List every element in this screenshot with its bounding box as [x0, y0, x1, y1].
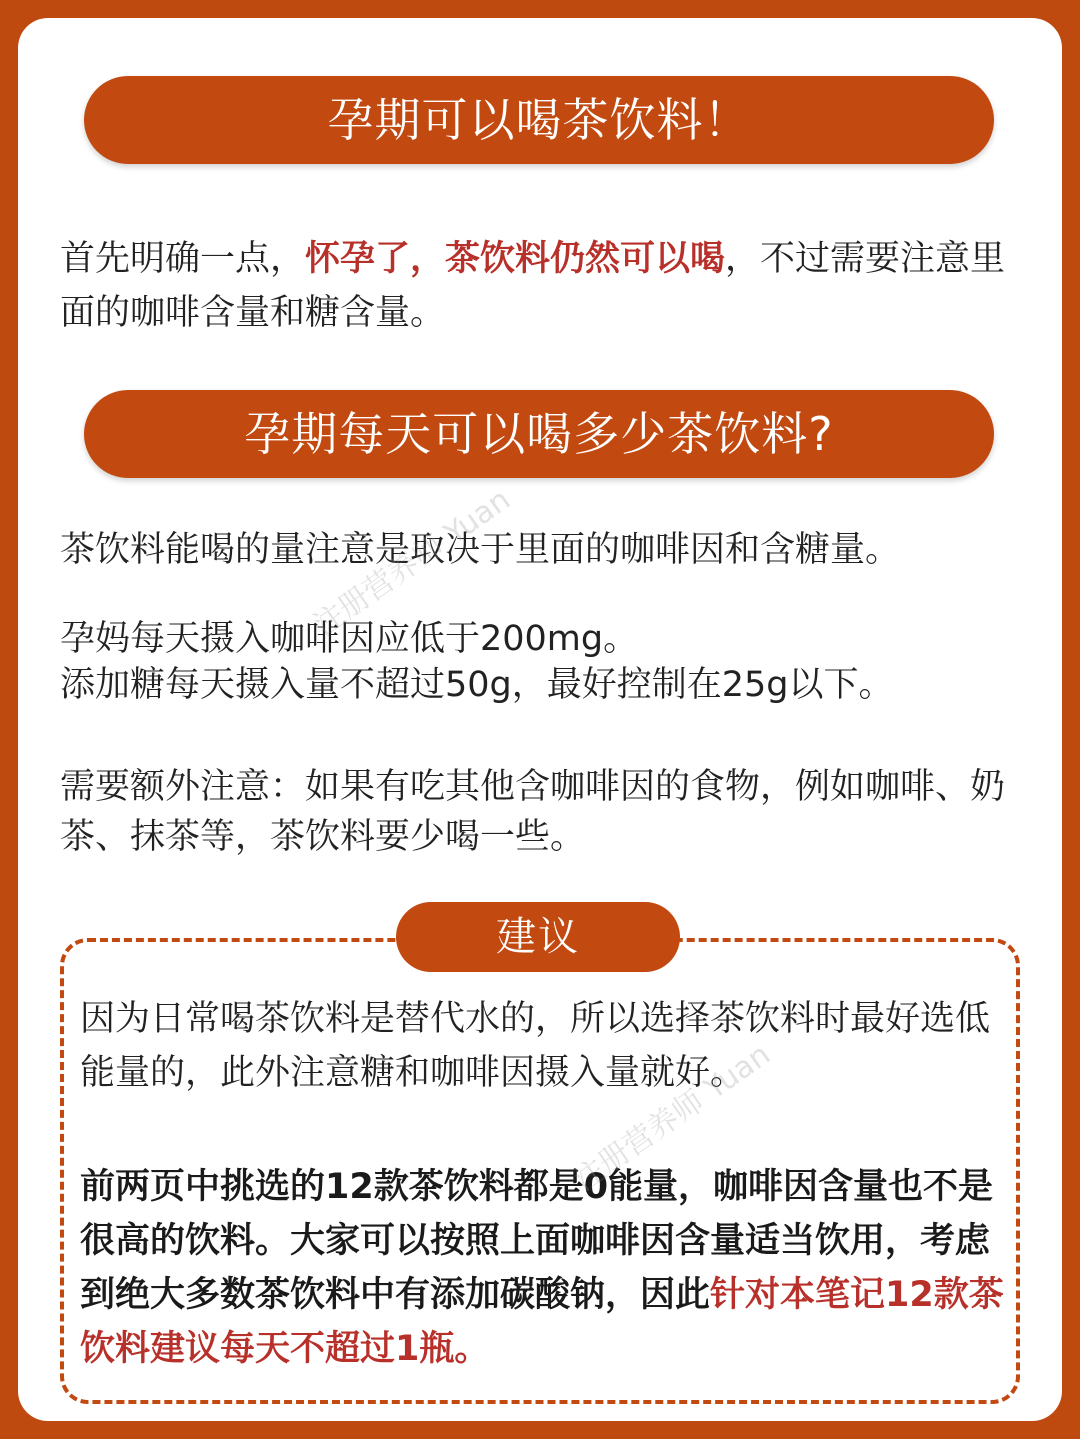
suggestion-paragraph-2 — [80, 1160, 1010, 1376]
watermark: 注册营养师 Yuan — [307, 482, 517, 644]
suggestion-title: 建议 — [396, 902, 680, 972]
limits-paragraph — [60, 616, 1020, 708]
section-banner-can-drink: 孕期可以喝茶饮料！ — [84, 76, 994, 164]
content-card — [18, 18, 1062, 1421]
caffeine-limit-line: 孕妈每天摄入咖啡因应低于200mg。 — [60, 619, 639, 659]
suggestion-prefix: 前两页中挑选的12款茶饮料都是0能量，咖啡因含量也不是很高的饮料。大家可以按照上面咖啡因含量适当饮用，考虑到绝大多数茶饮料中有添加碳酸钠，因此 — [80, 1167, 994, 1315]
watermark: 注册营养师 Yuan — [567, 1037, 777, 1199]
suggestion-highlight: 针对本笔记12款茶饮料建议每天不超过1瓶。 — [80, 1275, 1004, 1369]
intro-prefix: 首先明确一点， — [60, 239, 306, 279]
intro-suffix: ，不过需要注意里面的咖啡含量和糖含量。 — [60, 239, 1006, 333]
sugar-limit-line: 添加糖每天摄入量不超过50g，最好控制在25g以下。 — [60, 665, 894, 705]
section-banner-daily-amount: 孕期每天可以喝多少茶饮料? — [84, 390, 994, 478]
amount-paragraph: 茶饮料能喝的量注意是取决于里面的咖啡因和含糖量。 — [60, 530, 901, 570]
intro-paragraph — [60, 232, 1020, 340]
suggestion-paragraph-1: 因为日常喝茶饮料是替代水的，所以选择茶饮料时最好选低能量的，此外注意糖和咖啡因摄入量就好。 — [80, 999, 991, 1093]
extra-note-paragraph: 需要额外注意：如果有吃其他含咖啡因的食物，例如咖啡、奶茶、抹茶等，茶饮料要少喝一些。 — [60, 767, 1006, 857]
intro-highlight: 怀孕了，茶饮料仍然可以喝 — [305, 239, 726, 279]
